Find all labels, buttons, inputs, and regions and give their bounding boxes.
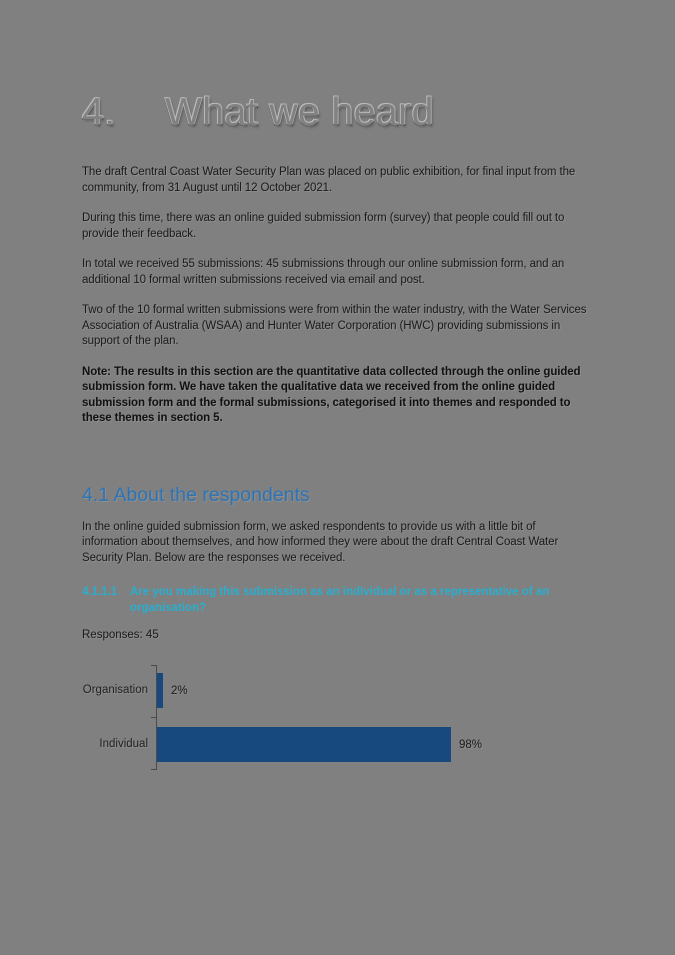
bar-value-individual: 98% — [459, 738, 483, 751]
bar-row-individual — [157, 727, 482, 762]
page-content — [82, 0, 594, 781]
axis-tick — [151, 769, 156, 770]
bar-chart — [82, 661, 594, 781]
question-text: Are you making this submission as an individual or as a representative of an organisation? — [130, 586, 550, 614]
note-paragraph: Note: The results in this section are the quantitative data collected through the online guided submission form. We have taken the qualitative data we received from the online guided submission form and the formal submissions, categorised it into themes and responded to these themes in section 5. — [82, 365, 581, 424]
chapter-title — [82, 0, 594, 137]
paragraph: In total we received 55 submissions: 45 submissions through our online submission form, and an additional 10 formal written submissions received via email and post. — [82, 258, 565, 286]
axis-tick — [151, 717, 156, 718]
chapter-title-text: What we heard — [165, 91, 434, 134]
paragraph: During this time, there was an online guided submission form (survey) that people could fill out to provide their feedback. — [82, 212, 565, 240]
section-intro-paragraph: In the online guided submission form, we asked respondents to provide us with a little bit of information about themselves, and how informed they were about the draft Central Coast Water Security Plan. Below are the responses we received. — [82, 520, 559, 564]
category-label-individual: Individual — [99, 738, 148, 750]
responses-count-label: Responses: 45 — [82, 629, 159, 641]
section-heading: 4.1 About the respondents — [82, 483, 310, 506]
bar-individual — [157, 727, 451, 762]
chapter-number: 4. — [82, 91, 116, 134]
question-number: 4.1.1.1 — [82, 586, 118, 598]
axis-tick — [151, 665, 156, 666]
bar-value-organisation: 2% — [171, 684, 188, 697]
bar-row-organisation — [157, 673, 188, 708]
paragraph: The draft Central Coast Water Security Plan was placed on public exhibition, for final input from the community, from 31 August until 12 October 2021. — [82, 166, 576, 194]
category-label-organisation: Organisation — [82, 684, 148, 696]
paragraph: Two of the 10 formal written submissions were from within the water industry, with the Water Services Association of Australia (WSAA) and Hunter Water Corporation (HWC) providing submissions in support of the plan. — [82, 304, 587, 347]
question-heading — [82, 584, 594, 616]
bar-organisation — [157, 673, 163, 708]
